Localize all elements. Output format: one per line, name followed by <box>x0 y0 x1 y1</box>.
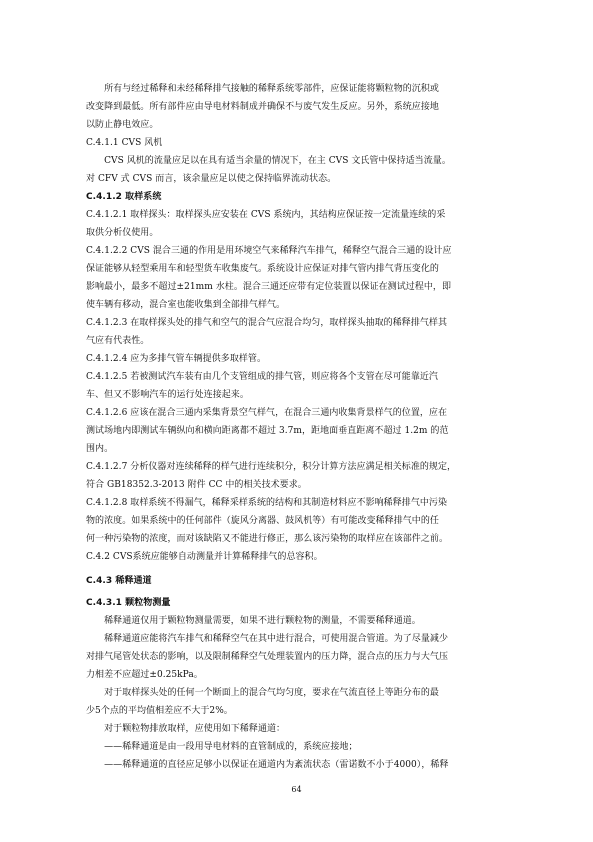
page-number: 64 <box>291 785 302 794</box>
text-line: 围内。 <box>86 444 114 454</box>
section-heading: C.4.1.1 CVS 风机 <box>86 138 163 148</box>
text-line: C.4.1.2.2 CVS 混合三通的作用是用环境空气来稀释汽车排气，稀释空气混合三通的设计应 <box>86 246 452 256</box>
text-line: C.4.1.2.3 在取样探头处的排气和空气的混合气应混合均匀，取样探头抽取的稀释排气样其 <box>86 318 448 328</box>
text-line: C.4.2 CVS系统应能够自动测量并计算稀释排气的总容积。 <box>86 552 323 562</box>
text-line: 对 CFV 式 CVS 而言，该余量应足以使之保持临界流动状态。 <box>86 174 337 184</box>
text-line: 保证能够从轻型乘用车和轻型货车收集废气。系统设计应保证对排气管内排气背压变化的 <box>86 264 439 274</box>
text-line: 对于颗粒物排放取样，应使用如下稀释通道： <box>86 724 286 734</box>
section-heading: C.4.1.2 取样系统 <box>86 192 162 202</box>
text-line: ——稀释通道的直径应足够小以保证在通道内为紊流状态（雷诺数不小于4000），稀释 <box>86 760 449 770</box>
text-line: 所有与经过稀释和未经稀释排气接触的稀释系统零部件，应保证能将颗粒物的沉积或 <box>86 84 439 94</box>
text-line: C.4.1.2.4 应为多排气管车辆提供多取样管。 <box>86 354 267 364</box>
text-line: ——稀释通道是由一段用导电材料的直管制成的，系统应接地； <box>86 742 358 752</box>
text-line: 取供分析仪使用。 <box>86 228 159 238</box>
text-line: 何一种污染物的浓度，而对该缺陷又不能进行修正，那么该污染物的取样应在该部件之前。 <box>86 534 449 544</box>
text-line: 对于取样探头处的任何一个断面上的混合气均匀度，要求在气流直径上等距分布的最 <box>86 688 439 698</box>
text-line: 使车辆有移动，混合室也能收集到全部排气样气。 <box>86 300 286 310</box>
text-line: 影响最小，最多不超过±21mm 水柱。混合三通还应带有定位装置以保证在测试过程中，即 <box>86 282 452 292</box>
text-line: 稀释通道应能将汽车排气和稀释空气在其中进行混合，可使用混合管道。为了尽量减少 <box>86 634 449 644</box>
text-line: 力相差不应超过±0.25kPa。 <box>86 670 203 680</box>
text-line: 改变降到最低。所有部件应由导电材料制成并确保不与废气发生反应。另外，系统应接地 <box>86 102 439 112</box>
text-line: 稀释通道仅用于颗粒物测量需要，如果不进行颗粒物的测量，不需要稀释通道。 <box>86 616 421 626</box>
section-heading: C.4.3.1 颗粒物测量 <box>86 598 171 608</box>
text-line: 气应有代表性。 <box>86 336 150 346</box>
section-heading: C.4.3 稀释通道 <box>86 576 152 586</box>
text-line: 物的浓度。如果系统中的任何部件（旋风分离器、鼓风机等）有可能改变稀释排气中的任 <box>86 516 439 526</box>
text-line: 对排气尾管处状态的影响，以及限制稀释空气处理装置内的压力降，混合点的压力与大气压 <box>86 652 449 662</box>
text-line: 车、但又不影响汽车的运行处连接起来。 <box>86 390 249 400</box>
text-line: C.4.1.2.6 应该在混合三通内采集背景空气样气，在混合三通内收集背景样气的位置，应在 <box>86 408 448 418</box>
text-line: 符合 GB18352.3-2013 附件 CC 中的相关技术要求。 <box>86 480 307 490</box>
text-line: C.4.1.2.1 取样探头：取样探头应安装在 CVS 系统内，其结构应保证按一定流量连续的采 <box>86 210 446 220</box>
text-line: C.4.1.2.5 若被测试汽车装有由几个支管组成的排气管，则应将各个支管在尽可能靠近汽 <box>86 372 438 382</box>
text-line: C.4.1.2.7 分析仪器对连续稀释的样气进行连续积分，积分计算方法应满足相关标准的规定， <box>86 462 457 472</box>
text-line: 以防止静电效应。 <box>86 120 159 130</box>
text-line: 测试场地内即测试车辆纵向和横向距离都不超过 3.7m，距地面垂直距离不超过 1.2m 的范 <box>86 426 449 436</box>
text-line: 少5个点的平均值相差应不大于2%。 <box>86 706 233 716</box>
text-line: C.4.1.2.8 取样系统不得漏气，稀释采样系统的结构和其制造材料应不影响稀释排气中污染 <box>86 498 448 508</box>
text-line: CVS 风机的流量应足以在具有适当余量的情况下，在主 CVS 文氏管中保持适当流量。 <box>86 156 451 166</box>
